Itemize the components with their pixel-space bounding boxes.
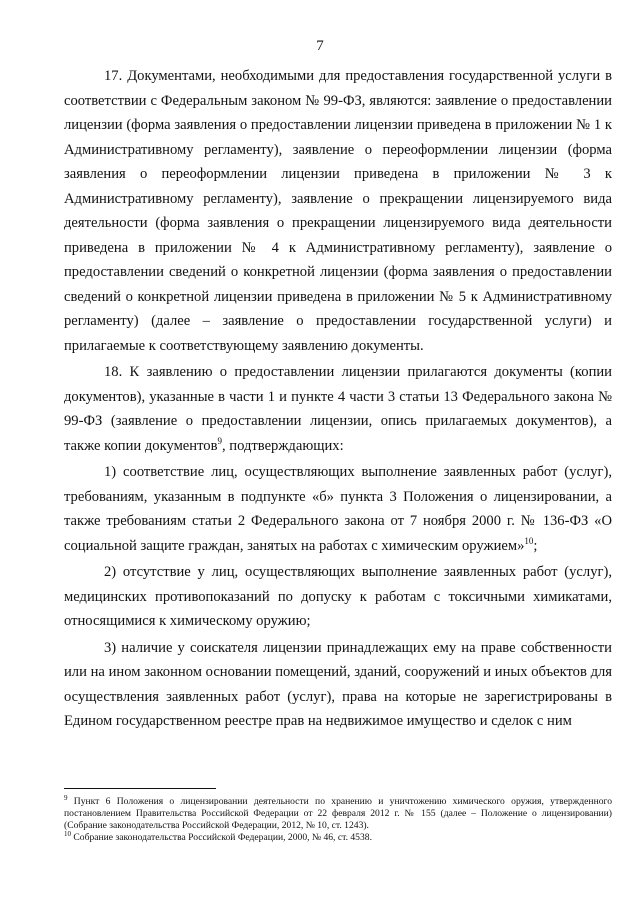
footnote-9 (64, 793, 612, 832)
document-body (64, 64, 612, 736)
footnote-marker: 9 (64, 793, 68, 802)
list-item-1-tail: ; (533, 537, 538, 554)
list-item-3: 3) наличие у соискателя лицензии принадлежащих ему на праве собственности или на ином законном основании помещений, зданий, сооружений и иных объектов для осуществления заявленных работ (услуг), права на которые не зарегистрированы в Едином государственном реестре прав на недвижимое имущество и сделок с ним (64, 639, 612, 729)
list-item-1 (64, 460, 612, 558)
paragraph-18-text: 18. К заявлению о предоставлении лицензии прилагаются документы (копии документов), указанные в части 1 и пункте 4 части 3 статьи 13 Федерального закона № 99-ФЗ (заявление о предоставлении лицензии, опись прилагаемых документов), а также копии документов (64, 364, 612, 454)
footnote-ref-10: 10 (524, 535, 534, 546)
footnote-text: Собрание законодательства Российской Федерации, 2000, № 46, ст. 4538. (71, 832, 372, 843)
footnote-divider (64, 788, 216, 789)
footnote-text: Пункт 6 Положения о лицензировании деятельности по хранению и уничтожению химического оружия, утвержденного постановлением Правительства Российской Федерации от 22 февраля 2012 г. № 155 (далее – Положение о лицензировании) (Собрание законодательства Российской Федерации, 2012, № 10, ст. 1243). (64, 796, 612, 831)
footnote-ref-9: 9 (217, 435, 222, 446)
paragraph-18 (64, 360, 612, 458)
list-item-2: 2) отсутствие у лиц, осуществляющих выполнение заявленных работ (услуг), медицинских противопоказаний по допуску к работам с токсичными химикатами, относящимися к химическому оружию; (64, 564, 612, 629)
page-number: 7 (316, 38, 324, 54)
list-item-1-text: 1) соответствие лиц, осуществляющих выполнение заявленных работ (услуг), требованиям, указанным в подпункте «б» пункта 3 Положения о лицензировании, а также требованиям статьи 2 Федерального закона от 7 ноября 2000 г. № 136-ФЗ «О социальной защите граждан, занятых на работах с химическим оружием» (64, 464, 612, 554)
footnote-marker: 10 (64, 829, 71, 838)
paragraph-17: 17. Документами, необходимыми для предоставления государственной услуги в соответствии с Федеральным законом № 99-ФЗ, являются: заявление о предоставлении лицензии (форма заявления о предоставлении лицензии приведена в приложении № 1 к Административному регламенту), заявление о переоформлении лицензии (форма заявления о переоформлении лицензии приведена в приложении № 3 к Административному регламенту), заявление о прекращении лицензируемого вида деятельности (форма заявления о прекращении лицензируемого вида деятельности приведена в приложении № 4 к Административному регламенту), заявление о предоставлении сведений о конкретной лицензии (форма заявления о предоставлении сведений о конкретной лицензии приведена в приложении № 5 к Административному регламенту) (далее – заявление о предоставлении государственной услуги) и прилагаемые к соответствующему заявлению документы. (64, 68, 612, 354)
footnote-10 (64, 829, 612, 844)
paragraph-18-tail: , подтверждающих: (221, 437, 344, 454)
footnotes (64, 793, 612, 844)
